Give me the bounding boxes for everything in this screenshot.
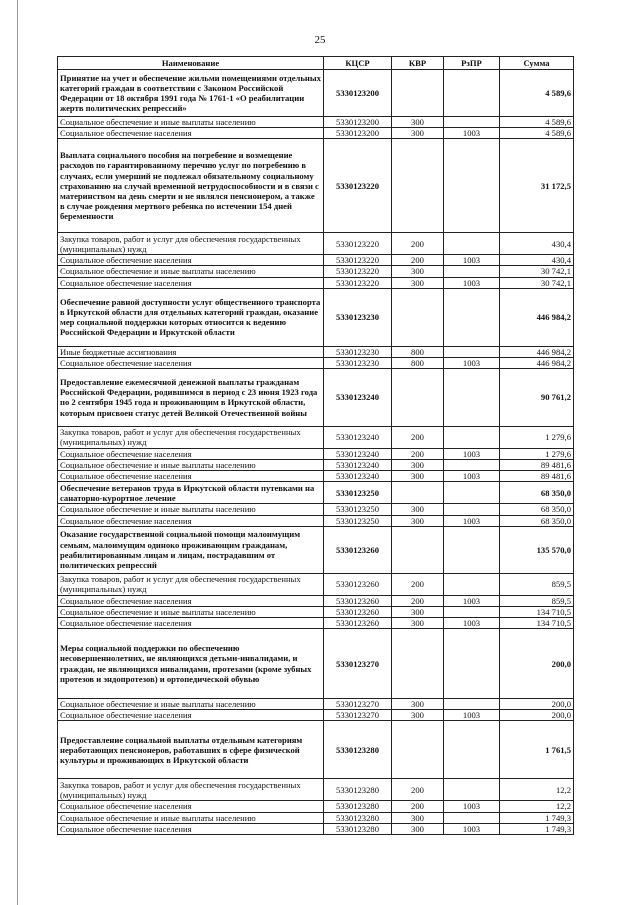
- cell-kcsr: 5330123250: [324, 482, 392, 504]
- cell-rzpr: 1003: [444, 357, 500, 368]
- cell-kcsr: 5330123250: [324, 504, 392, 515]
- cell-sum: 12,2: [500, 801, 574, 812]
- cell-kvr: 300: [392, 515, 444, 526]
- cell-sum: 12,2: [500, 779, 574, 801]
- cell-sum: 31 172,5: [500, 139, 574, 233]
- cell-kcsr: 5330123280: [324, 721, 392, 779]
- column-header-sum: Сумма: [500, 57, 574, 70]
- table-row: [58, 128, 574, 139]
- cell-name: Социальное обеспечение населения: [58, 255, 324, 266]
- cell-sum: 446 984,2: [500, 357, 574, 368]
- cell-rzpr: 1003: [444, 255, 500, 266]
- budget-table: [57, 56, 574, 835]
- cell-kvr: [392, 288, 444, 346]
- cell-kvr: 300: [392, 471, 444, 482]
- table-row-section: [58, 721, 574, 779]
- cell-rzpr: [444, 346, 500, 357]
- cell-kcsr: 5330123200: [324, 70, 392, 117]
- cell-kvr: 800: [392, 346, 444, 357]
- cell-name: Социальное обеспечение населения: [58, 595, 324, 606]
- cell-name: Социальное обеспечение населения: [58, 823, 324, 834]
- cell-name: Иные бюджетные ассигнования: [58, 346, 324, 357]
- table-row-section: [58, 368, 574, 426]
- cell-name: Закупка товаров, работ и услуг для обеспечения государственных (муниципальных) нужд: [58, 779, 324, 801]
- cell-name: Социальное обеспечение населения: [58, 617, 324, 628]
- table-row: [58, 448, 574, 459]
- cell-kvr: 300: [392, 504, 444, 515]
- cell-kcsr: 5330123240: [324, 368, 392, 426]
- cell-kvr: 200: [392, 255, 444, 266]
- cell-rzpr: [444, 117, 500, 128]
- table-row-section: [58, 629, 574, 699]
- cell-kcsr: 5330123270: [324, 710, 392, 721]
- cell-kcsr: 5330123220: [324, 139, 392, 233]
- cell-sum: 4 589,6: [500, 128, 574, 139]
- cell-kvr: 300: [392, 699, 444, 710]
- cell-kvr: 200: [392, 426, 444, 448]
- table-header-row: [58, 57, 574, 70]
- cell-name: Социальное обеспечение населения: [58, 128, 324, 139]
- cell-rzpr: [444, 526, 500, 573]
- cell-name: Принятие на учет и обеспечение жильми помещениями отдельных категорий граждан в соответствии с Законом Российской Федерации от 18 октября 1991 года № 1761-1 «О реабилитации жертв политических репрессий»: [58, 70, 324, 117]
- cell-kcsr: 5330123220: [324, 266, 392, 277]
- column-header-kcsr: КЦСР: [324, 57, 392, 70]
- cell-kcsr: 5330123230: [324, 288, 392, 346]
- cell-kvr: 300: [392, 277, 444, 288]
- cell-rzpr: [444, 504, 500, 515]
- cell-name: Социальное обеспечение населения: [58, 515, 324, 526]
- cell-sum: 446 984,2: [500, 346, 574, 357]
- cell-rzpr: [444, 606, 500, 617]
- cell-kcsr: 5330123280: [324, 779, 392, 801]
- table-row: [58, 617, 574, 628]
- cell-rzpr: 1003: [444, 128, 500, 139]
- cell-sum: 1 749,3: [500, 812, 574, 823]
- cell-sum: 89 481,6: [500, 460, 574, 471]
- cell-name: Социальное обеспечение населения: [58, 357, 324, 368]
- cell-kcsr: 5330123220: [324, 255, 392, 266]
- table-row: [58, 346, 574, 357]
- cell-sum: 134 710,5: [500, 617, 574, 628]
- table-row: [58, 801, 574, 812]
- cell-kvr: 200: [392, 573, 444, 595]
- column-header-rzpr: РзПР: [444, 57, 500, 70]
- cell-sum: 30 742,1: [500, 277, 574, 288]
- cell-sum: 859,5: [500, 573, 574, 595]
- cell-rzpr: [444, 573, 500, 595]
- cell-kcsr: 5330123220: [324, 277, 392, 288]
- table-row: [58, 573, 574, 595]
- cell-name: Обеспечение равной доступности услуг общественного транспорта в Иркутской области для отдельных категорий граждан, оказание мер социальной поддержки которых относится к ведению Российской Федерации и Иркутской области: [58, 288, 324, 346]
- table-row-section: [58, 70, 574, 117]
- cell-name: Закупка товаров, работ и услуг для обеспечения государственных (муниципальных) нужд: [58, 573, 324, 595]
- cell-rzpr: [444, 233, 500, 255]
- cell-rzpr: [444, 139, 500, 233]
- cell-sum: 1 279,6: [500, 426, 574, 448]
- cell-sum: 30 742,1: [500, 266, 574, 277]
- cell-sum: 4 589,6: [500, 117, 574, 128]
- cell-rzpr: [444, 266, 500, 277]
- cell-kvr: [392, 629, 444, 699]
- cell-sum: 68 350,0: [500, 482, 574, 504]
- cell-sum: 135 570,0: [500, 526, 574, 573]
- cell-kcsr: 5330123280: [324, 823, 392, 834]
- cell-kcsr: 5330123240: [324, 460, 392, 471]
- cell-rzpr: 1003: [444, 617, 500, 628]
- cell-kvr: 300: [392, 606, 444, 617]
- table-row: [58, 266, 574, 277]
- cell-sum: 90 761,2: [500, 368, 574, 426]
- cell-kvr: 300: [392, 812, 444, 823]
- cell-rzpr: 1003: [444, 515, 500, 526]
- cell-kcsr: 5330123250: [324, 515, 392, 526]
- table-row: [58, 823, 574, 834]
- cell-kcsr: 5330123270: [324, 699, 392, 710]
- cell-name: Социальное обеспечение и иные выплаты населению: [58, 460, 324, 471]
- table-row: [58, 504, 574, 515]
- cell-name: Социальное обеспечение и иные выплаты населению: [58, 117, 324, 128]
- cell-sum: 200,0: [500, 629, 574, 699]
- table-body: [58, 70, 574, 835]
- cell-kcsr: 5330123230: [324, 346, 392, 357]
- cell-kvr: 300: [392, 128, 444, 139]
- cell-name: Социальное обеспечение и иные выплаты населению: [58, 504, 324, 515]
- cell-sum: 859,5: [500, 595, 574, 606]
- table-row: [58, 277, 574, 288]
- table-row: [58, 515, 574, 526]
- cell-kcsr: 5330123200: [324, 117, 392, 128]
- cell-kvr: [392, 368, 444, 426]
- cell-kvr: [392, 482, 444, 504]
- cell-sum: 446 984,2: [500, 288, 574, 346]
- cell-kvr: 300: [392, 823, 444, 834]
- cell-kcsr: 5330123260: [324, 606, 392, 617]
- cell-kvr: 300: [392, 460, 444, 471]
- cell-rzpr: [444, 460, 500, 471]
- table-row: [58, 460, 574, 471]
- table-row: [58, 471, 574, 482]
- cell-sum: 200,0: [500, 699, 574, 710]
- cell-kvr: [392, 526, 444, 573]
- cell-kcsr: 5330123260: [324, 595, 392, 606]
- cell-kvr: 300: [392, 266, 444, 277]
- cell-rzpr: 1003: [444, 823, 500, 834]
- cell-name: Социальное обеспечение и иные выплаты населению: [58, 266, 324, 277]
- cell-kvr: 200: [392, 448, 444, 459]
- cell-sum: 4 589,6: [500, 70, 574, 117]
- cell-rzpr: [444, 70, 500, 117]
- cell-sum: 1 749,3: [500, 823, 574, 834]
- cell-kcsr: 5330123280: [324, 801, 392, 812]
- cell-sum: 430,4: [500, 255, 574, 266]
- cell-name: Социальное обеспечение населения: [58, 448, 324, 459]
- cell-rzpr: [444, 426, 500, 448]
- cell-name: Социальное обеспечение населения: [58, 801, 324, 812]
- cell-rzpr: 1003: [444, 471, 500, 482]
- cell-kcsr: 5330123260: [324, 573, 392, 595]
- table-row: [58, 606, 574, 617]
- table-row: [58, 595, 574, 606]
- cell-kcsr: 5330123220: [324, 233, 392, 255]
- table-row: [58, 710, 574, 721]
- cell-name: Социальное обеспечение и иные выплаты населению: [58, 606, 324, 617]
- cell-name: Меры социальной поддержки по обеспечению несовершеннолетних, не являющихся детьми-инвалидами, и граждан, не являющихся инвалидами, протезами (кроме зубных протезов и эндопротезов) и ортопедической обувью: [58, 629, 324, 699]
- cell-name: Обеспечение ветеранов труда в Иркутской области путевками на санаторно-курортное лечение: [58, 482, 324, 504]
- cell-kcsr: 5330123200: [324, 128, 392, 139]
- cell-kcsr: 5330123280: [324, 812, 392, 823]
- table-row: [58, 699, 574, 710]
- cell-sum: 68 350,0: [500, 515, 574, 526]
- cell-kcsr: 5330123260: [324, 526, 392, 573]
- cell-name: Закупка товаров, работ и услуг для обеспечения государственных (муниципальных) нужд: [58, 426, 324, 448]
- cell-kcsr: 5330123260: [324, 617, 392, 628]
- cell-kcsr: 5330123230: [324, 357, 392, 368]
- table-row: [58, 117, 574, 128]
- cell-kvr: [392, 139, 444, 233]
- cell-sum: 134 710,5: [500, 606, 574, 617]
- cell-name: Социальное обеспечение населения: [58, 471, 324, 482]
- cell-name: Социальное обеспечение населения: [58, 710, 324, 721]
- table-row: [58, 357, 574, 368]
- cell-kvr: [392, 721, 444, 779]
- cell-kvr: 200: [392, 233, 444, 255]
- table-row: [58, 812, 574, 823]
- column-header-kvr: КВР: [392, 57, 444, 70]
- cell-kcsr: 5330123240: [324, 471, 392, 482]
- cell-rzpr: [444, 699, 500, 710]
- table-row-section: [58, 526, 574, 573]
- cell-sum: 68 350,0: [500, 504, 574, 515]
- cell-sum: 89 481,6: [500, 471, 574, 482]
- cell-rzpr: [444, 368, 500, 426]
- cell-kcsr: 5330123240: [324, 448, 392, 459]
- cell-rzpr: [444, 288, 500, 346]
- cell-name: Социальное обеспечение и иные выплаты населению: [58, 812, 324, 823]
- table-row-section: [58, 139, 574, 233]
- page-number: 25: [314, 34, 326, 46]
- cell-kvr: [392, 70, 444, 117]
- cell-name: Социальное обеспечение и иные выплаты населению: [58, 699, 324, 710]
- scan-edge-line: [17, 0, 18, 905]
- table-row: [58, 233, 574, 255]
- cell-sum: 1 279,6: [500, 448, 574, 459]
- cell-kvr: 200: [392, 801, 444, 812]
- table-row: [58, 779, 574, 801]
- cell-rzpr: 1003: [444, 277, 500, 288]
- cell-name: Социальное обеспечение населения: [58, 277, 324, 288]
- cell-name: Выплата социального пособия на погребение и возмещение расходов по гарантированному перечню услуг по погребению в случаях, если умерший не подлежал обязательному социальному страхованию на случай временной нетрудоспособности и в связи с материнством на день смерти и не являлся пенсионером, а также в случае рождения мертвого ребенка по истечении 154 дней беременности: [58, 139, 324, 233]
- cell-sum: 200,0: [500, 710, 574, 721]
- cell-kvr: 200: [392, 779, 444, 801]
- cell-name: Закупка товаров, работ и услуг для обеспечения государственных (муниципальных) нужд: [58, 233, 324, 255]
- table-row: [58, 426, 574, 448]
- table-row: [58, 255, 574, 266]
- cell-rzpr: 1003: [444, 710, 500, 721]
- cell-rzpr: [444, 482, 500, 504]
- cell-sum: 430,4: [500, 233, 574, 255]
- cell-rzpr: 1003: [444, 595, 500, 606]
- cell-kvr: 300: [392, 710, 444, 721]
- cell-kvr: 800: [392, 357, 444, 368]
- cell-kvr: 200: [392, 595, 444, 606]
- cell-kvr: 300: [392, 117, 444, 128]
- cell-name: Предоставление ежемесячной денежной выплаты гражданам Российской Федерации, родившимся в период с 23 июня 1923 года по 2 сентября 1945 года и проживающим в Иркутской области, которым присвоен статус детей Великой Отечественной войны: [58, 368, 324, 426]
- column-header-name: Наименование: [58, 57, 324, 70]
- cell-kvr: 300: [392, 617, 444, 628]
- table-row-section: [58, 288, 574, 346]
- cell-rzpr: 1003: [444, 801, 500, 812]
- cell-rzpr: [444, 629, 500, 699]
- cell-name: Предоставление социальной выплаты отдельным категориям неработающих пенсионеров, работавших в сфере физической культуры и проживающих в Иркутской области: [58, 721, 324, 779]
- cell-rzpr: 1003: [444, 448, 500, 459]
- cell-rzpr: [444, 779, 500, 801]
- cell-rzpr: [444, 721, 500, 779]
- cell-sum: 1 761,5: [500, 721, 574, 779]
- table-row-section: [58, 482, 574, 504]
- cell-kcsr: 5330123240: [324, 426, 392, 448]
- cell-name: Оказание государственной социальной помощи малоимущим семьям, малоимущим одиноко проживающим гражданам, реабилитированным лицам и лицам, пострадавшим от политических репрессий: [58, 526, 324, 573]
- cell-rzpr: [444, 812, 500, 823]
- cell-kcsr: 5330123270: [324, 629, 392, 699]
